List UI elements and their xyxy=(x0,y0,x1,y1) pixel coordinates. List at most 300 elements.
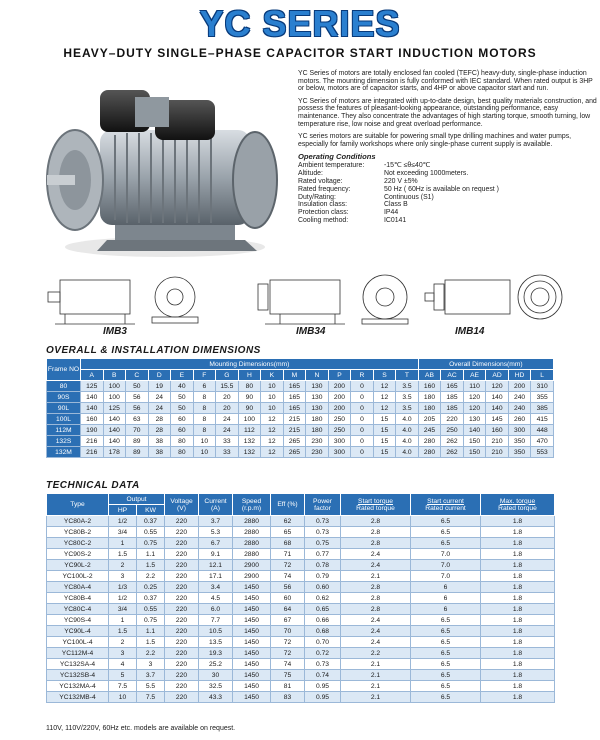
spec-cell: 1.8 xyxy=(481,659,555,670)
type-cell: YC90S-4 xyxy=(47,615,109,626)
spec-cell: 6.5 xyxy=(411,637,481,648)
table-row xyxy=(47,604,555,615)
table-row xyxy=(47,692,555,703)
spec-cell: 74 xyxy=(271,659,305,670)
dimension-cell: 178 xyxy=(103,447,126,458)
drawing-label: IMB14 xyxy=(455,326,485,337)
spec-cell: 0.68 xyxy=(305,626,341,637)
dimension-cell: 250 xyxy=(328,425,351,436)
spec-cell: 4.5 xyxy=(199,593,233,604)
dimension-cell: 70 xyxy=(126,425,149,436)
dimension-cell: 132 xyxy=(238,447,261,458)
spec-cell: 1.8 xyxy=(481,549,555,560)
imb14-drawing xyxy=(425,275,562,319)
spec-cell: 1450 xyxy=(233,604,271,615)
dimension-column-header: E xyxy=(171,370,194,381)
spec-cell: 3/4 xyxy=(109,527,137,538)
spec-cell: 3 xyxy=(137,659,165,670)
dimension-cell: 12 xyxy=(373,381,396,392)
spec-cell: 6.5 xyxy=(411,692,481,703)
spec-cell: 1450 xyxy=(233,670,271,681)
dimension-cell: 190 xyxy=(81,425,104,436)
spec-cell: 60 xyxy=(271,593,305,604)
dimension-cell: 4.0 xyxy=(396,436,419,447)
spec-cell: 10.5 xyxy=(199,626,233,637)
spec-cell: 2.4 xyxy=(341,626,411,637)
dimension-cell: 15 xyxy=(373,425,396,436)
spec-cell: 70 xyxy=(271,626,305,637)
dimension-cell: 160 xyxy=(81,414,104,425)
spec-cell: 7.0 xyxy=(411,549,481,560)
frame-cell: 90S xyxy=(47,392,81,403)
dimension-column-header: N xyxy=(306,370,329,381)
dimension-cell: 262 xyxy=(441,447,464,458)
spec-cell: 81 xyxy=(271,681,305,692)
spec-cell: 2880 xyxy=(233,527,271,538)
type-cell: YC132MB-4 xyxy=(47,692,109,703)
spec-cell: 220 xyxy=(165,604,199,615)
spec-cell: 3.7 xyxy=(137,670,165,681)
dimension-cell: 140 xyxy=(103,425,126,436)
table-row xyxy=(47,516,555,527)
start-current-ratio-header: Start current Rated current xyxy=(411,494,481,516)
spec-cell: 1.1 xyxy=(137,549,165,560)
spec-cell: 65 xyxy=(271,527,305,538)
spec-cell: 220 xyxy=(165,626,199,637)
table-row xyxy=(47,615,555,626)
dimension-cell: 415 xyxy=(531,414,554,425)
spec-cell: 1.8 xyxy=(481,681,555,692)
dimension-cell: 3.5 xyxy=(396,381,419,392)
table-row xyxy=(47,648,555,659)
condition-row: Altitude: Not exceeding 1000meters. xyxy=(298,169,469,177)
spec-cell: 0.70 xyxy=(305,637,341,648)
dimension-cell: 300 xyxy=(328,436,351,447)
spec-cell: 17.1 xyxy=(199,571,233,582)
dimension-cell: 24 xyxy=(216,425,239,436)
table-row xyxy=(47,425,554,436)
description-panel xyxy=(298,70,598,225)
dimension-cell: 4.0 xyxy=(396,425,419,436)
spec-cell: 1.5 xyxy=(109,549,137,560)
spec-cell: 6.5 xyxy=(411,538,481,549)
spec-cell: 2 xyxy=(109,560,137,571)
spec-cell: 1.8 xyxy=(481,527,555,538)
spec-cell: 1.5 xyxy=(137,560,165,571)
dimension-cell: 140 xyxy=(486,392,509,403)
dimension-cell: 19 xyxy=(148,381,171,392)
dimension-cell: 10 xyxy=(193,436,216,447)
dimension-cell: 140 xyxy=(103,414,126,425)
power-factor-header: Power factor xyxy=(305,494,341,516)
dimension-cell: 8 xyxy=(193,425,216,436)
condition-row: Rated frequency: 50 Hz ( 60Hz is available on request ) xyxy=(298,185,499,193)
spec-cell: 2.4 xyxy=(341,637,411,648)
voltage-header: Voltage (V) xyxy=(165,494,199,516)
spec-cell: 3.4 xyxy=(199,582,233,593)
spec-cell: 3 xyxy=(109,571,137,582)
dimension-cell: 80 xyxy=(171,436,194,447)
drawing-label: IMB3 xyxy=(103,326,127,337)
dimension-cell: 10 xyxy=(193,447,216,458)
spec-cell: 2.4 xyxy=(341,549,411,560)
spec-cell: 6 xyxy=(411,593,481,604)
table-row xyxy=(47,659,555,670)
dimension-cell: 130 xyxy=(306,392,329,403)
dimension-cell: 262 xyxy=(441,436,464,447)
spec-cell: 7.0 xyxy=(411,560,481,571)
dimension-cell: 300 xyxy=(328,447,351,458)
spec-cell: 43.3 xyxy=(199,692,233,703)
dimension-cell: 38 xyxy=(148,436,171,447)
spec-cell: 7.0 xyxy=(411,571,481,582)
spec-cell: 75 xyxy=(271,670,305,681)
dimension-cell: 100 xyxy=(238,414,261,425)
spec-cell: 64 xyxy=(271,604,305,615)
description-paragraph: YC series motors are suitable for powering small type drilling machines and water pumps, especially for family workshops where only single-phase current supply is available. xyxy=(298,133,572,148)
spec-cell: 1450 xyxy=(233,637,271,648)
spec-cell: 2.1 xyxy=(341,571,411,582)
spec-cell: 1/2 xyxy=(109,516,137,527)
description-paragraph: YC Series of motors are totally enclosed fan cooled (TEFC) heavy-duty, single-phase induction motors. The mounting dimension is fully conformed with IEC standard. When rated output is 3HP or below, motors are of capacitor starts, and 4HP or above capacitor start and run. xyxy=(298,70,593,93)
spec-cell: 2.8 xyxy=(341,516,411,527)
table-row xyxy=(47,670,555,681)
spec-cell: 68 xyxy=(271,538,305,549)
dimension-cell: 215 xyxy=(283,425,306,436)
dimension-cell: 210 xyxy=(486,447,509,458)
table-row xyxy=(47,582,555,593)
dimension-cell: 120 xyxy=(463,392,486,403)
dimension-cell: 130 xyxy=(306,403,329,414)
description-paragraph: YC Series of motors are integrated with up-to-date design, best quality materials construction, and possess the features of pleasant-looking appearance, outstanding performance, easy maintenance. They also concentrate the advantages of high starting torque, smooth turning, low temperature rise, low noise and great overload performance. xyxy=(298,97,597,128)
spec-cell: 1.1 xyxy=(137,626,165,637)
dimension-cell: 50 xyxy=(126,381,149,392)
dimension-cell: 230 xyxy=(306,447,329,458)
dimension-cell: 0 xyxy=(351,436,374,447)
dimension-cell: 140 xyxy=(463,425,486,436)
table-row xyxy=(47,436,554,447)
spec-cell: 2900 xyxy=(233,560,271,571)
spec-cell: 6.5 xyxy=(411,615,481,626)
spec-cell: 0.60 xyxy=(305,582,341,593)
dimension-cell: 3.5 xyxy=(396,403,419,414)
spec-cell: 5.3 xyxy=(199,527,233,538)
type-cell: YC80B-4 xyxy=(47,593,109,604)
spec-cell: 19.3 xyxy=(199,648,233,659)
dimension-cell: 50 xyxy=(171,403,194,414)
dimension-cell: 4.0 xyxy=(396,414,419,425)
spec-cell: 0.62 xyxy=(305,593,341,604)
kw-header: KW xyxy=(137,505,165,516)
spec-cell: 220 xyxy=(165,582,199,593)
technical-header-row xyxy=(47,494,555,505)
current-header: Current (A) xyxy=(199,494,233,516)
table-row xyxy=(47,549,555,560)
dimension-cell: 8 xyxy=(193,403,216,414)
spec-cell: 83 xyxy=(271,692,305,703)
dimension-cell: 140 xyxy=(81,392,104,403)
spec-cell: 1.8 xyxy=(481,593,555,604)
spec-cell: 2.4 xyxy=(341,560,411,571)
dimension-cell: 80 xyxy=(238,381,261,392)
dimensions-header-row xyxy=(47,359,554,370)
spec-cell: 6.5 xyxy=(411,681,481,692)
table-row xyxy=(47,626,555,637)
mounting-header: Mounting Dimensions(mm) xyxy=(81,359,419,370)
spec-cell: 1.8 xyxy=(481,516,555,527)
dimensions-column-row xyxy=(47,370,554,381)
dimension-cell: 60 xyxy=(171,414,194,425)
spec-cell: 2880 xyxy=(233,516,271,527)
dimension-cell: 6 xyxy=(193,381,216,392)
dimension-cell: 200 xyxy=(328,403,351,414)
spec-cell: 25.2 xyxy=(199,659,233,670)
spec-cell: 0.95 xyxy=(305,681,341,692)
type-cell: YC90L-2 xyxy=(47,560,109,571)
spec-cell: 0.66 xyxy=(305,615,341,626)
spec-cell: 2.8 xyxy=(341,538,411,549)
dimension-cell: 0 xyxy=(351,425,374,436)
spec-cell: 1450 xyxy=(233,659,271,670)
dimension-cell: 130 xyxy=(463,414,486,425)
spec-cell: 72 xyxy=(271,560,305,571)
dimension-cell: 40 xyxy=(171,381,194,392)
spec-cell: 3/4 xyxy=(109,604,137,615)
dimension-cell: 15.5 xyxy=(216,381,239,392)
table-row xyxy=(47,681,555,692)
spec-cell: 0.55 xyxy=(137,604,165,615)
dimension-cell: 205 xyxy=(418,414,441,425)
dimension-column-header: D xyxy=(148,370,171,381)
spec-cell: 7.5 xyxy=(137,692,165,703)
dimension-cell: 160 xyxy=(418,381,441,392)
dimension-cell: 120 xyxy=(486,381,509,392)
spec-cell: 220 xyxy=(165,593,199,604)
spec-cell: 62 xyxy=(271,516,305,527)
spec-cell: 0.25 xyxy=(137,582,165,593)
spec-cell: 0.75 xyxy=(305,538,341,549)
dimension-cell: 12 xyxy=(373,392,396,403)
type-cell: YC90S-2 xyxy=(47,549,109,560)
spec-cell: 1.5 xyxy=(137,637,165,648)
condition-row: Protection class: IP44 xyxy=(298,209,399,217)
dimension-cell: 265 xyxy=(283,447,306,458)
spec-cell: 1450 xyxy=(233,692,271,703)
spec-cell: 12.1 xyxy=(199,560,233,571)
type-cell: YC80B-2 xyxy=(47,527,109,538)
spec-cell: 7.7 xyxy=(199,615,233,626)
dimension-cell: 89 xyxy=(126,447,149,458)
spec-cell: 6 xyxy=(411,604,481,615)
dimension-column-header: S xyxy=(373,370,396,381)
type-cell: YC80A-2 xyxy=(47,516,109,527)
frame-cell: 132S xyxy=(47,436,81,447)
imb34-drawing xyxy=(258,275,408,324)
table-row xyxy=(47,538,555,549)
dimension-cell: 0 xyxy=(351,403,374,414)
spec-cell: 1.8 xyxy=(481,560,555,571)
frame-cell: 90L xyxy=(47,403,81,414)
spec-cell: 72 xyxy=(271,648,305,659)
page-title: YC SERIES xyxy=(199,3,401,44)
dimension-cell: 120 xyxy=(463,403,486,414)
dimension-cell: 12 xyxy=(261,447,284,458)
dimension-cell: 145 xyxy=(486,414,509,425)
condition-row: Cooling method: IC0141 xyxy=(298,217,407,225)
dimensions-table xyxy=(46,358,554,458)
dimension-cell: 216 xyxy=(81,447,104,458)
dimension-column-header: R xyxy=(351,370,374,381)
spec-cell: 4 xyxy=(109,659,137,670)
dimension-cell: 0 xyxy=(351,447,374,458)
spec-cell: 2.1 xyxy=(341,659,411,670)
spec-cell: 6.7 xyxy=(199,538,233,549)
dimension-cell: 63 xyxy=(126,414,149,425)
dimension-cell: 165 xyxy=(283,392,306,403)
spec-cell: 6.5 xyxy=(411,670,481,681)
spec-cell: 1.8 xyxy=(481,626,555,637)
dimension-cell: 12 xyxy=(261,436,284,447)
dimension-column-header: G xyxy=(216,370,239,381)
dimension-cell: 250 xyxy=(441,425,464,436)
spec-cell: 2900 xyxy=(233,571,271,582)
dimension-cell: 110 xyxy=(463,381,486,392)
dimension-cell: 260 xyxy=(508,414,531,425)
dimension-column-header: M xyxy=(283,370,306,381)
dimension-cell: 33 xyxy=(216,447,239,458)
dimension-cell: 24 xyxy=(216,414,239,425)
dimension-column-header: P xyxy=(328,370,351,381)
type-cell: YC132MA-4 xyxy=(47,681,109,692)
dimension-cell: 470 xyxy=(531,436,554,447)
spec-cell: 0.73 xyxy=(305,659,341,670)
spec-cell: 7.5 xyxy=(109,681,137,692)
spec-cell: 1.8 xyxy=(481,582,555,593)
spec-cell: 0.37 xyxy=(137,593,165,604)
dimension-cell: 56 xyxy=(126,403,149,414)
condition-row: Duty/Rating: Continuous (S1) xyxy=(298,193,434,201)
dimension-cell: 33 xyxy=(216,436,239,447)
spec-cell: 220 xyxy=(165,549,199,560)
spec-cell: 2 xyxy=(109,637,137,648)
dimension-cell: 280 xyxy=(418,436,441,447)
dimension-cell: 280 xyxy=(418,447,441,458)
dimension-cell: 12 xyxy=(373,403,396,414)
dimension-cell: 12 xyxy=(261,425,284,436)
spec-cell: 1 xyxy=(109,538,137,549)
dimension-cell: 10 xyxy=(261,392,284,403)
dimension-column-header: T xyxy=(396,370,419,381)
dimension-cell: 125 xyxy=(103,403,126,414)
type-cell: YC100L-2 xyxy=(47,571,109,582)
dimension-column-header: HD xyxy=(508,370,531,381)
spec-cell: 1/3 xyxy=(109,582,137,593)
dimension-cell: 100 xyxy=(103,392,126,403)
dimension-cell: 15 xyxy=(373,447,396,458)
dimension-cell: 185 xyxy=(441,403,464,414)
table-row xyxy=(47,571,555,582)
spec-cell: 10 xyxy=(109,692,137,703)
dimension-cell: 245 xyxy=(418,425,441,436)
dimension-cell: 310 xyxy=(531,381,554,392)
dimension-cell: 125 xyxy=(81,381,104,392)
spec-cell: 1.8 xyxy=(481,637,555,648)
dimension-cell: 165 xyxy=(441,381,464,392)
spec-cell: 1450 xyxy=(233,593,271,604)
dimension-cell: 180 xyxy=(418,403,441,414)
spec-cell: 220 xyxy=(165,615,199,626)
spec-cell: 1.8 xyxy=(481,692,555,703)
type-header: Type xyxy=(47,494,109,516)
dimension-cell: 140 xyxy=(81,403,104,414)
spec-cell: 3 xyxy=(109,648,137,659)
dimension-column-header: C xyxy=(126,370,149,381)
dimension-cell: 89 xyxy=(126,436,149,447)
spec-cell: 2.2 xyxy=(137,648,165,659)
dimension-cell: 10 xyxy=(261,403,284,414)
spec-cell: 0.75 xyxy=(137,538,165,549)
spec-cell: 2.4 xyxy=(341,615,411,626)
spec-cell: 220 xyxy=(165,648,199,659)
dimension-cell: 24 xyxy=(148,403,171,414)
dimension-cell: 15 xyxy=(373,436,396,447)
spec-cell: 220 xyxy=(165,560,199,571)
spec-cell: 220 xyxy=(165,659,199,670)
dimension-cell: 200 xyxy=(328,392,351,403)
dimension-cell: 250 xyxy=(328,414,351,425)
spec-cell: 1.8 xyxy=(481,615,555,626)
spec-cell: 0.37 xyxy=(137,516,165,527)
dimension-cell: 240 xyxy=(508,392,531,403)
spec-cell: 0.55 xyxy=(137,527,165,538)
dimension-cell: 0 xyxy=(351,392,374,403)
dimension-cell: 220 xyxy=(441,414,464,425)
dimension-cell: 56 xyxy=(126,392,149,403)
spec-cell: 0.95 xyxy=(305,692,341,703)
footnote: 110V, 110V/220V, 60Hz etc. models are available on request. xyxy=(46,725,236,732)
dimension-cell: 350 xyxy=(508,436,531,447)
dimension-cell: 150 xyxy=(463,436,486,447)
spec-cell: 6.5 xyxy=(411,527,481,538)
spec-cell: 220 xyxy=(165,637,199,648)
spec-cell: 1450 xyxy=(233,648,271,659)
condition-row: Insulation class: Class B xyxy=(298,201,408,209)
dimension-cell: 90 xyxy=(238,403,261,414)
spec-cell: 1.8 xyxy=(481,648,555,659)
hp-header: HP xyxy=(109,505,137,516)
dimension-column-header: L xyxy=(531,370,554,381)
dimension-cell: 80 xyxy=(171,447,194,458)
dimension-cell: 180 xyxy=(418,392,441,403)
spec-cell: 9.1 xyxy=(199,549,233,560)
dimension-cell: 180 xyxy=(306,425,329,436)
technical-table xyxy=(46,493,555,703)
spec-cell: 220 xyxy=(165,527,199,538)
table-row xyxy=(47,403,554,414)
dimension-cell: 165 xyxy=(283,403,306,414)
spec-cell: 2.2 xyxy=(341,648,411,659)
spec-cell: 5 xyxy=(109,670,137,681)
spec-cell: 2.1 xyxy=(341,681,411,692)
spec-cell: 1.8 xyxy=(481,670,555,681)
spec-cell: 2.8 xyxy=(341,527,411,538)
spec-cell: 220 xyxy=(165,692,199,703)
dimension-column-header: K xyxy=(261,370,284,381)
dimension-cell: 90 xyxy=(238,392,261,403)
spec-cell: 13.5 xyxy=(199,637,233,648)
table-row xyxy=(47,447,554,458)
spec-cell: 0.75 xyxy=(137,615,165,626)
